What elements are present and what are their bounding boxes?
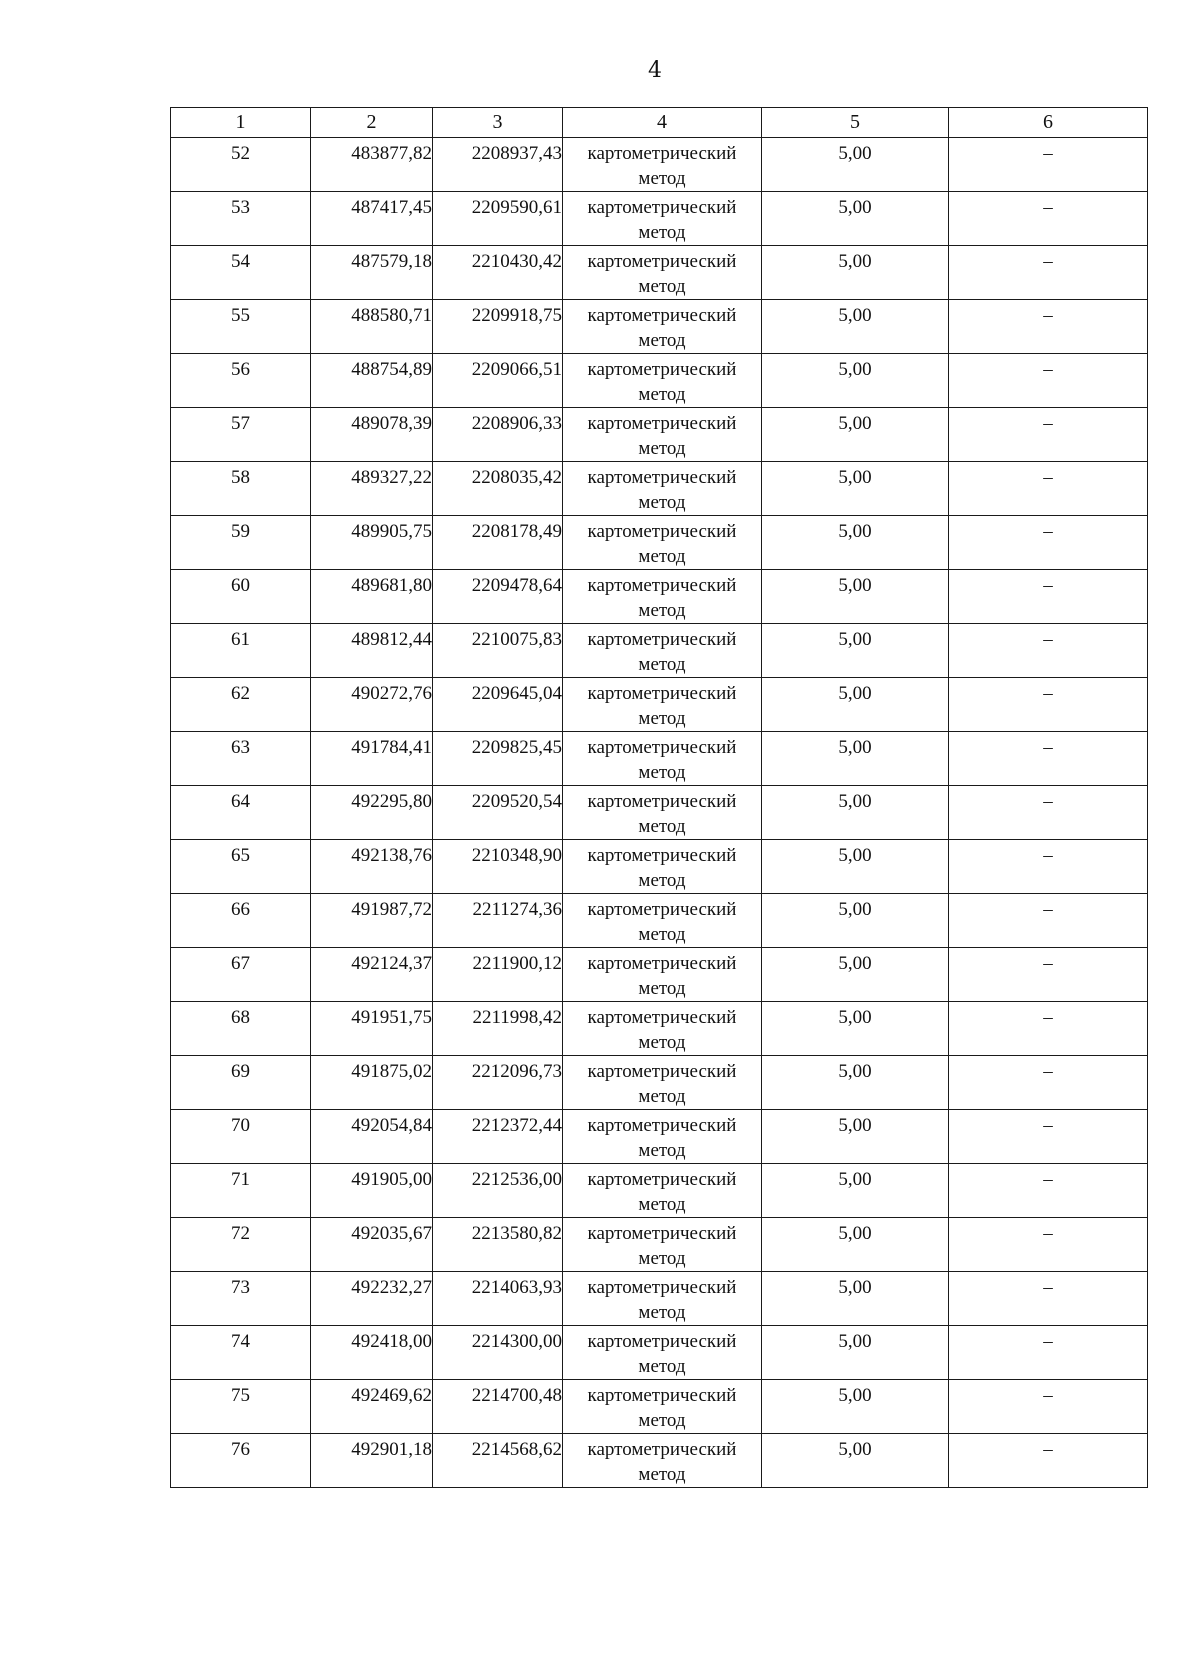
point-number-cell: 57 xyxy=(171,408,311,462)
x-coordinate-cell: 491784,41 xyxy=(311,732,433,786)
note-cell: – xyxy=(949,624,1148,678)
y-coordinate-cell: 2214300,00 xyxy=(433,1326,563,1380)
table-row xyxy=(171,840,1148,894)
y-coordinate-cell: 2212096,73 xyxy=(433,1056,563,1110)
table-row xyxy=(171,138,1148,192)
table-row xyxy=(171,678,1148,732)
point-number-cell: 74 xyxy=(171,1326,311,1380)
method-cell: картометрический метод xyxy=(563,894,762,948)
error-value-cell: 5,00 xyxy=(762,1272,949,1326)
method-cell: картометрический метод xyxy=(563,948,762,1002)
x-coordinate-cell: 491987,72 xyxy=(311,894,433,948)
note-cell: – xyxy=(949,732,1148,786)
error-value-cell: 5,00 xyxy=(762,462,949,516)
x-coordinate-cell: 492054,84 xyxy=(311,1110,433,1164)
error-value-cell: 5,00 xyxy=(762,678,949,732)
point-number-cell: 67 xyxy=(171,948,311,1002)
method-cell: картометрический метод xyxy=(563,246,762,300)
note-cell: – xyxy=(949,516,1148,570)
point-number-cell: 52 xyxy=(171,138,311,192)
x-coordinate-cell: 492138,76 xyxy=(311,840,433,894)
note-cell: – xyxy=(949,1110,1148,1164)
y-coordinate-cell: 2211998,42 xyxy=(433,1002,563,1056)
table-row xyxy=(171,354,1148,408)
y-coordinate-cell: 2214063,93 xyxy=(433,1272,563,1326)
method-cell: картометрический метод xyxy=(563,1380,762,1434)
point-number-cell: 68 xyxy=(171,1002,311,1056)
x-coordinate-cell: 483877,82 xyxy=(311,138,433,192)
method-cell: картометрический метод xyxy=(563,192,762,246)
method-cell: картометрический метод xyxy=(563,1002,762,1056)
note-cell: – xyxy=(949,300,1148,354)
point-number-cell: 72 xyxy=(171,1218,311,1272)
point-number-cell: 69 xyxy=(171,1056,311,1110)
y-coordinate-cell: 2209520,54 xyxy=(433,786,563,840)
point-number-cell: 60 xyxy=(171,570,311,624)
table-header xyxy=(171,108,1148,138)
point-number-cell: 56 xyxy=(171,354,311,408)
error-value-cell: 5,00 xyxy=(762,624,949,678)
x-coordinate-cell: 489327,22 xyxy=(311,462,433,516)
table-row xyxy=(171,1002,1148,1056)
note-cell: – xyxy=(949,354,1148,408)
error-value-cell: 5,00 xyxy=(762,948,949,1002)
method-cell: картометрический метод xyxy=(563,462,762,516)
table-row xyxy=(171,894,1148,948)
point-number-cell: 59 xyxy=(171,516,311,570)
note-cell: – xyxy=(949,1164,1148,1218)
note-cell: – xyxy=(949,1326,1148,1380)
note-cell: – xyxy=(949,192,1148,246)
table-row xyxy=(171,1380,1148,1434)
error-value-cell: 5,00 xyxy=(762,570,949,624)
note-cell: – xyxy=(949,678,1148,732)
note-cell: – xyxy=(949,1002,1148,1056)
method-cell: картометрический метод xyxy=(563,1110,762,1164)
method-cell: картометрический метод xyxy=(563,138,762,192)
note-cell: – xyxy=(949,462,1148,516)
column-header-2: 2 xyxy=(311,108,433,138)
error-value-cell: 5,00 xyxy=(762,138,949,192)
x-coordinate-cell: 491875,02 xyxy=(311,1056,433,1110)
note-cell: – xyxy=(949,948,1148,1002)
error-value-cell: 5,00 xyxy=(762,1110,949,1164)
y-coordinate-cell: 2210075,83 xyxy=(433,624,563,678)
point-number-cell: 54 xyxy=(171,246,311,300)
error-value-cell: 5,00 xyxy=(762,732,949,786)
method-cell: картометрический метод xyxy=(563,570,762,624)
y-coordinate-cell: 2208906,33 xyxy=(433,408,563,462)
x-coordinate-cell: 492469,62 xyxy=(311,1380,433,1434)
column-header-3: 3 xyxy=(433,108,563,138)
table-row xyxy=(171,1164,1148,1218)
note-cell: – xyxy=(949,138,1148,192)
note-cell: – xyxy=(949,570,1148,624)
point-number-cell: 70 xyxy=(171,1110,311,1164)
method-cell: картометрический метод xyxy=(563,840,762,894)
error-value-cell: 5,00 xyxy=(762,246,949,300)
y-coordinate-cell: 2212536,00 xyxy=(433,1164,563,1218)
error-value-cell: 5,00 xyxy=(762,300,949,354)
note-cell: – xyxy=(949,1056,1148,1110)
y-coordinate-cell: 2211900,12 xyxy=(433,948,563,1002)
error-value-cell: 5,00 xyxy=(762,1002,949,1056)
table-row xyxy=(171,624,1148,678)
method-cell: картометрический метод xyxy=(563,1326,762,1380)
x-coordinate-cell: 492901,18 xyxy=(311,1434,433,1488)
table-row xyxy=(171,300,1148,354)
table-row xyxy=(171,732,1148,786)
note-cell: – xyxy=(949,1218,1148,1272)
point-number-cell: 71 xyxy=(171,1164,311,1218)
x-coordinate-cell: 489681,80 xyxy=(311,570,433,624)
column-header-5: 5 xyxy=(762,108,949,138)
note-cell: – xyxy=(949,840,1148,894)
y-coordinate-cell: 2211274,36 xyxy=(433,894,563,948)
page-number: 4 xyxy=(648,58,662,83)
method-cell: картометрический метод xyxy=(563,408,762,462)
note-cell: – xyxy=(949,894,1148,948)
error-value-cell: 5,00 xyxy=(762,192,949,246)
table-row xyxy=(171,1434,1148,1488)
x-coordinate-cell: 489812,44 xyxy=(311,624,433,678)
table-row xyxy=(171,246,1148,300)
point-number-cell: 62 xyxy=(171,678,311,732)
y-coordinate-cell: 2210348,90 xyxy=(433,840,563,894)
x-coordinate-cell: 488580,71 xyxy=(311,300,433,354)
y-coordinate-cell: 2214568,62 xyxy=(433,1434,563,1488)
error-value-cell: 5,00 xyxy=(762,1218,949,1272)
method-cell: картометрический метод xyxy=(563,786,762,840)
x-coordinate-cell: 492124,37 xyxy=(311,948,433,1002)
method-cell: картометрический метод xyxy=(563,1434,762,1488)
x-coordinate-cell: 487417,45 xyxy=(311,192,433,246)
column-header-4: 4 xyxy=(563,108,762,138)
header-row xyxy=(171,108,1148,138)
point-number-cell: 55 xyxy=(171,300,311,354)
x-coordinate-cell: 491951,75 xyxy=(311,1002,433,1056)
point-number-cell: 63 xyxy=(171,732,311,786)
note-cell: – xyxy=(949,1434,1148,1488)
y-coordinate-cell: 2209918,75 xyxy=(433,300,563,354)
method-cell: картометрический метод xyxy=(563,300,762,354)
method-cell: картометрический метод xyxy=(563,678,762,732)
y-coordinate-cell: 2209590,61 xyxy=(433,192,563,246)
y-coordinate-cell: 2208035,42 xyxy=(433,462,563,516)
table-body xyxy=(171,138,1148,1488)
table-row xyxy=(171,516,1148,570)
y-coordinate-cell: 2208937,43 xyxy=(433,138,563,192)
x-coordinate-cell: 491905,00 xyxy=(311,1164,433,1218)
point-number-cell: 65 xyxy=(171,840,311,894)
method-cell: картометрический метод xyxy=(563,1056,762,1110)
error-value-cell: 5,00 xyxy=(762,408,949,462)
y-coordinate-cell: 2212372,44 xyxy=(433,1110,563,1164)
note-cell: – xyxy=(949,786,1148,840)
note-cell: – xyxy=(949,1380,1148,1434)
note-cell: – xyxy=(949,408,1148,462)
note-cell: – xyxy=(949,1272,1148,1326)
error-value-cell: 5,00 xyxy=(762,1380,949,1434)
error-value-cell: 5,00 xyxy=(762,894,949,948)
point-number-cell: 75 xyxy=(171,1380,311,1434)
table-row xyxy=(171,1110,1148,1164)
point-number-cell: 66 xyxy=(171,894,311,948)
error-value-cell: 5,00 xyxy=(762,1326,949,1380)
error-value-cell: 5,00 xyxy=(762,1056,949,1110)
x-coordinate-cell: 488754,89 xyxy=(311,354,433,408)
error-value-cell: 5,00 xyxy=(762,1434,949,1488)
point-number-cell: 53 xyxy=(171,192,311,246)
x-coordinate-cell: 492035,67 xyxy=(311,1218,433,1272)
x-coordinate-cell: 489078,39 xyxy=(311,408,433,462)
table-row xyxy=(171,192,1148,246)
y-coordinate-cell: 2210430,42 xyxy=(433,246,563,300)
table-row xyxy=(171,948,1148,1002)
table-row xyxy=(171,786,1148,840)
point-number-cell: 76 xyxy=(171,1434,311,1488)
coordinates-table xyxy=(170,107,1148,1488)
x-coordinate-cell: 489905,75 xyxy=(311,516,433,570)
table-row xyxy=(171,1326,1148,1380)
table-row xyxy=(171,1272,1148,1326)
note-cell: – xyxy=(949,246,1148,300)
column-header-6: 6 xyxy=(949,108,1148,138)
method-cell: картометрический метод xyxy=(563,516,762,570)
method-cell: картометрический метод xyxy=(563,1164,762,1218)
point-number-cell: 58 xyxy=(171,462,311,516)
table-row xyxy=(171,1218,1148,1272)
y-coordinate-cell: 2209478,64 xyxy=(433,570,563,624)
method-cell: картометрический метод xyxy=(563,732,762,786)
method-cell: картометрический метод xyxy=(563,1218,762,1272)
table-row xyxy=(171,462,1148,516)
x-coordinate-cell: 492418,00 xyxy=(311,1326,433,1380)
method-cell: картометрический метод xyxy=(563,624,762,678)
y-coordinate-cell: 2209066,51 xyxy=(433,354,563,408)
error-value-cell: 5,00 xyxy=(762,354,949,408)
point-number-cell: 73 xyxy=(171,1272,311,1326)
error-value-cell: 5,00 xyxy=(762,1164,949,1218)
y-coordinate-cell: 2209825,45 xyxy=(433,732,563,786)
point-number-cell: 61 xyxy=(171,624,311,678)
method-cell: картометрический метод xyxy=(563,354,762,408)
error-value-cell: 5,00 xyxy=(762,516,949,570)
y-coordinate-cell: 2208178,49 xyxy=(433,516,563,570)
y-coordinate-cell: 2209645,04 xyxy=(433,678,563,732)
method-cell: картометрический метод xyxy=(563,1272,762,1326)
x-coordinate-cell: 487579,18 xyxy=(311,246,433,300)
y-coordinate-cell: 2214700,48 xyxy=(433,1380,563,1434)
y-coordinate-cell: 2213580,82 xyxy=(433,1218,563,1272)
table-row xyxy=(171,1056,1148,1110)
point-number-cell: 64 xyxy=(171,786,311,840)
x-coordinate-cell: 490272,76 xyxy=(311,678,433,732)
table-row xyxy=(171,408,1148,462)
table-row xyxy=(171,570,1148,624)
column-header-1: 1 xyxy=(171,108,311,138)
x-coordinate-cell: 492295,80 xyxy=(311,786,433,840)
x-coordinate-cell: 492232,27 xyxy=(311,1272,433,1326)
error-value-cell: 5,00 xyxy=(762,840,949,894)
error-value-cell: 5,00 xyxy=(762,786,949,840)
